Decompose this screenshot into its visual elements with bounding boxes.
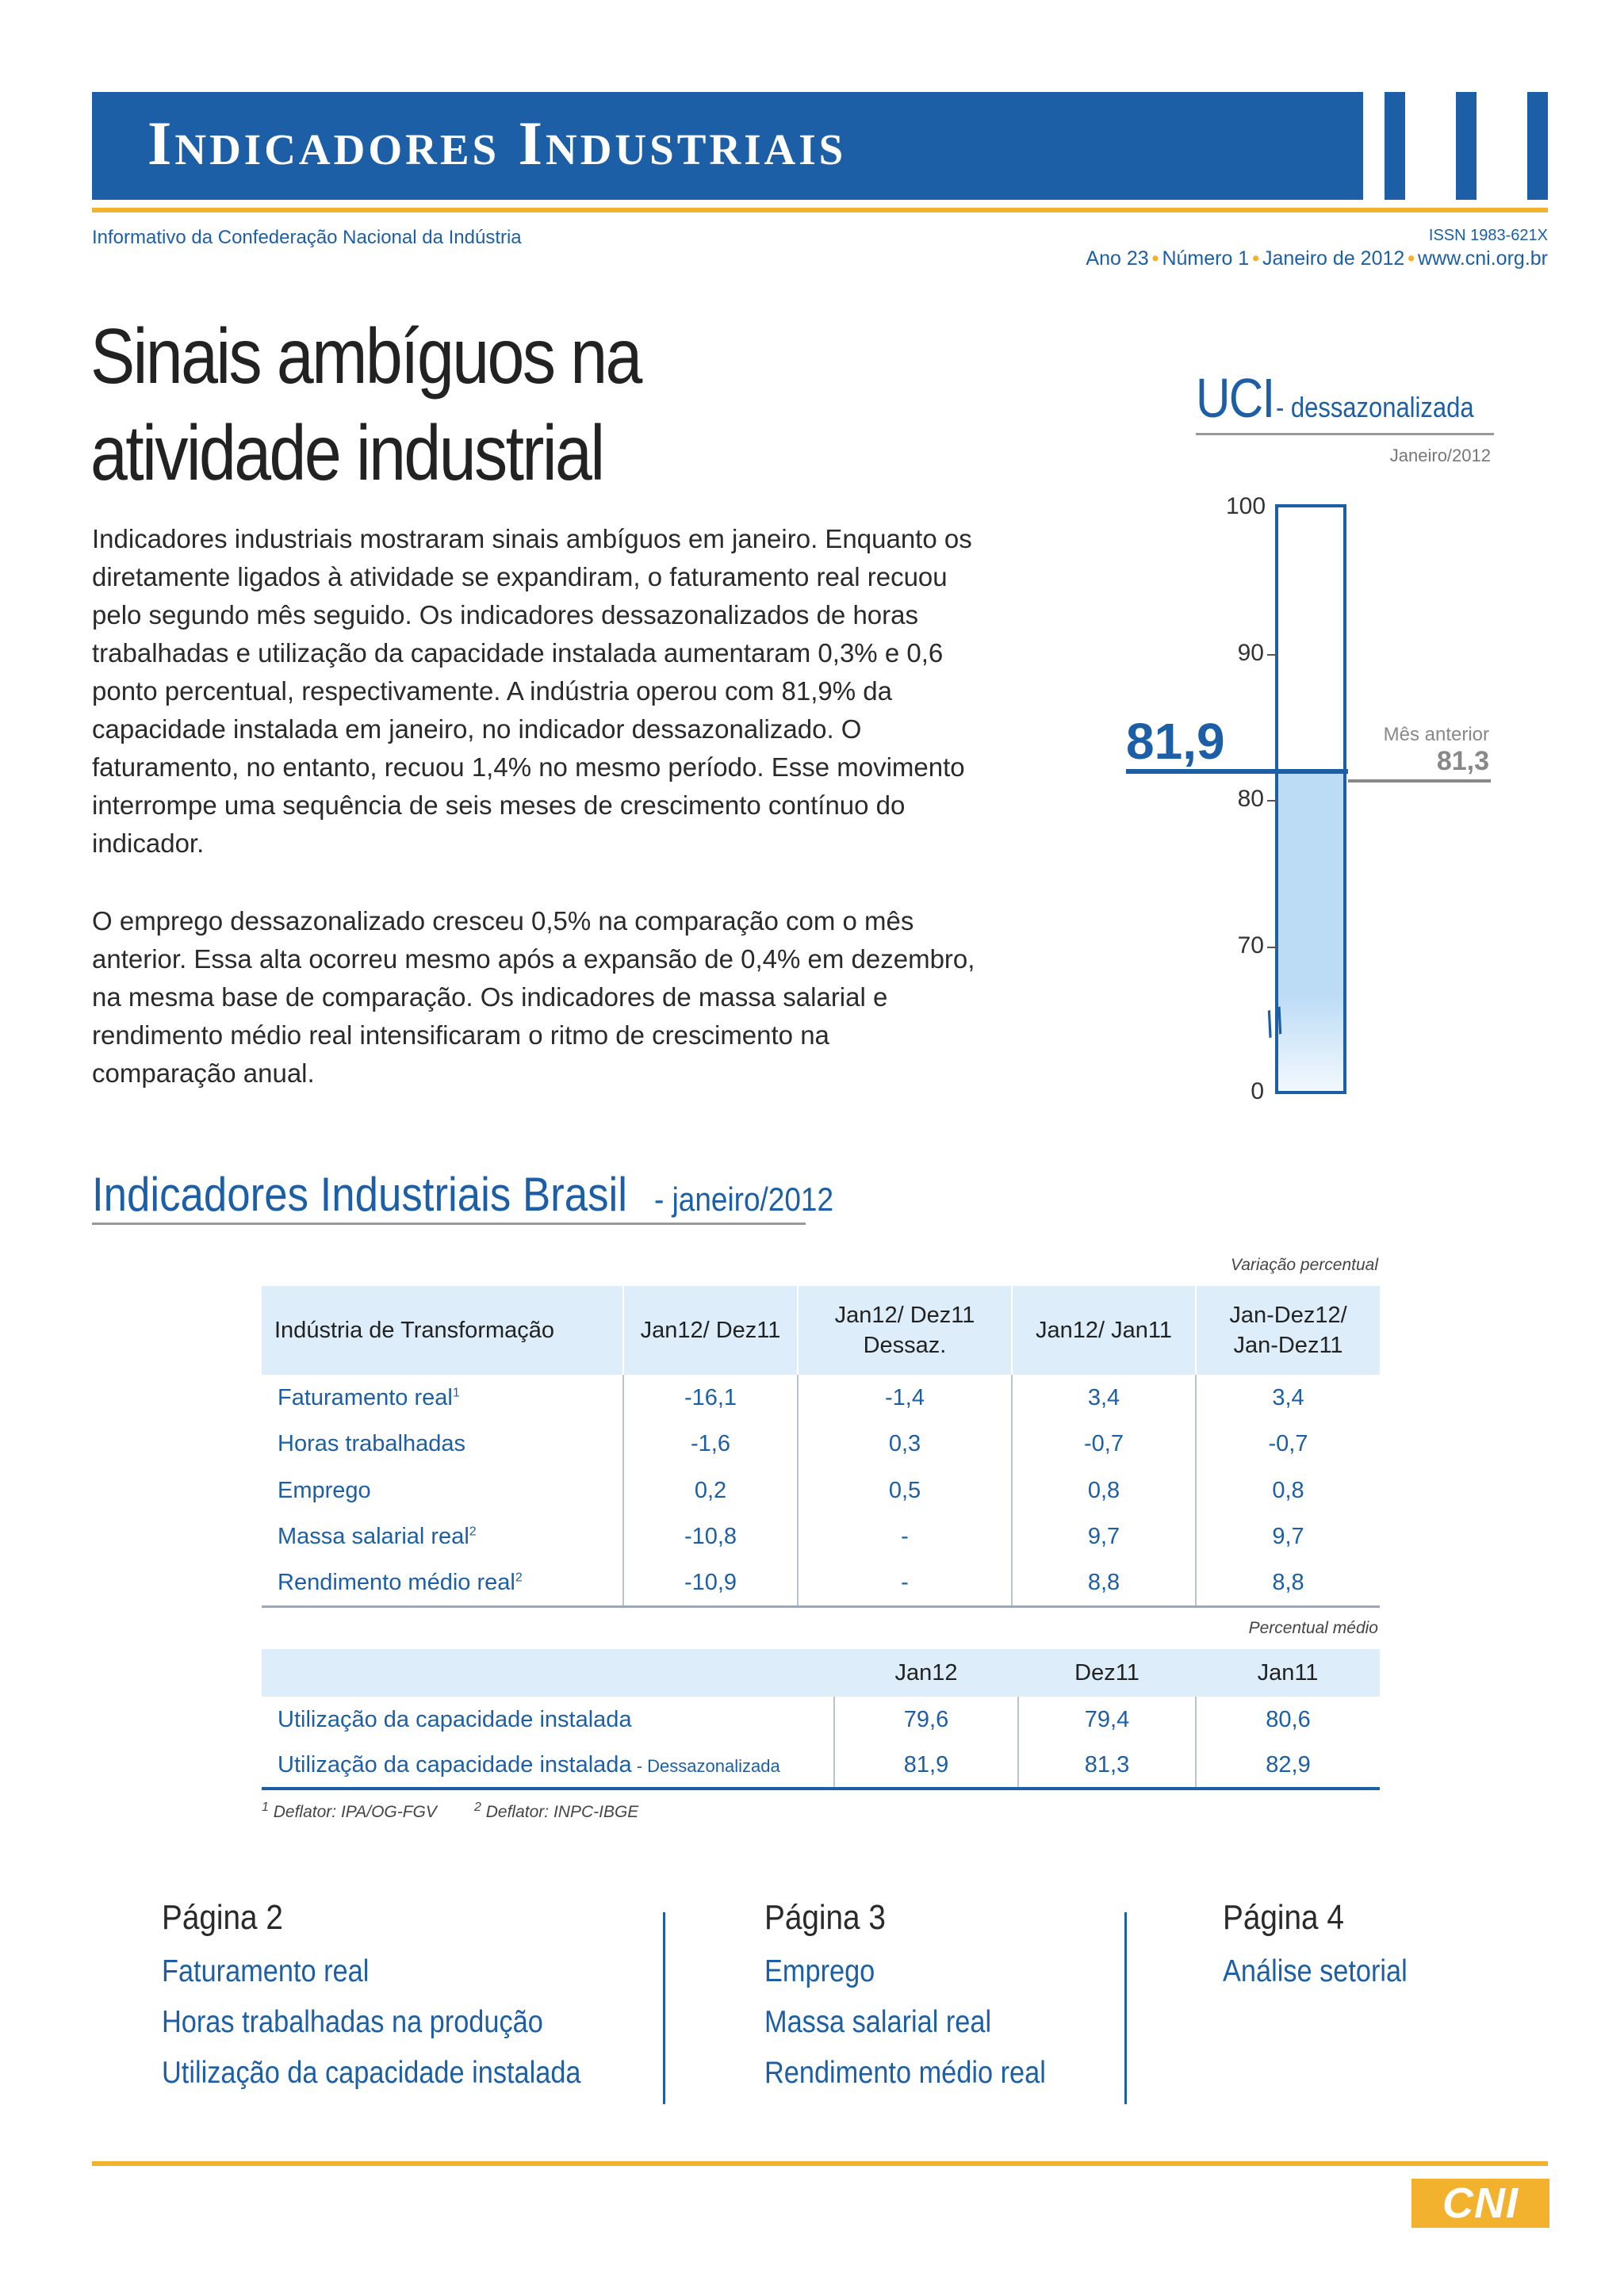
table-cell: 0,3 — [798, 1422, 1012, 1468]
header-bar-1 — [1385, 92, 1405, 200]
nav-link-faturamento[interactable]: Faturamento real — [162, 1954, 370, 1988]
table-cell: - — [798, 1560, 1012, 1607]
header-bar-3 — [1527, 92, 1548, 200]
publication-title: Indicadores Industriais — [147, 109, 847, 178]
headline-line-1: Sinais ambíguos na — [90, 312, 641, 400]
nav-page-heading: Página 4 — [1223, 1898, 1344, 1937]
table-cell: 81,9 — [834, 1743, 1018, 1789]
uci-heading — [1196, 366, 1506, 430]
nav-link-rendimento[interactable]: Rendimento médio real — [764, 2056, 1046, 2090]
uci-title: UCI — [1196, 367, 1274, 429]
nav-separator — [663, 1912, 665, 2104]
table-cell: 80,6 — [1196, 1697, 1380, 1743]
table-header-cell — [1196, 1286, 1380, 1375]
headline-line-2: atividade industrial — [90, 409, 603, 496]
tick-label: 0 — [1251, 1078, 1264, 1104]
footnote-1 — [262, 1800, 437, 1822]
gauge-frame — [1275, 504, 1346, 1094]
bullet: • — [1408, 247, 1415, 270]
nav-page-heading: Página 2 — [162, 1898, 283, 1937]
publication-subtitle: Informativo da Confederação Nacional da Indústria — [92, 227, 522, 248]
nav-link-analise-setorial[interactable]: Análise setorial — [1223, 1954, 1408, 1988]
table-cell: 82,9 — [1196, 1743, 1380, 1789]
table-cell: 8,8 — [1012, 1560, 1196, 1607]
header-line: Jan-Dez12/ — [1229, 1303, 1347, 1328]
table-cell: 9,7 — [1196, 1514, 1380, 1561]
row-label-text: Utilização da capacidade instalada — [278, 1751, 632, 1777]
axis-break-icon: // — [1258, 1001, 1292, 1043]
capacity-table — [262, 1649, 1380, 1790]
cni-logo-text: CNI — [1442, 2179, 1519, 2227]
nav-column-page-4 — [1223, 1898, 1432, 2004]
table-header-row — [262, 1649, 1380, 1697]
tick-label: 90 — [1237, 639, 1264, 666]
header-line: Dessaz. — [863, 1333, 947, 1358]
table-cell: -1,4 — [798, 1375, 1012, 1422]
nav-separator — [1124, 1912, 1127, 2104]
nav-link-emprego[interactable]: Emprego — [764, 1954, 875, 1988]
tick-label: 80 — [1237, 786, 1264, 813]
row-label — [262, 1697, 834, 1743]
header-banner — [92, 92, 1363, 200]
table-header-cell: Jan12/ Jan11 — [1012, 1286, 1196, 1375]
uci-divider — [1196, 433, 1494, 435]
table-cell: 0,8 — [1012, 1468, 1196, 1514]
tick-label: 70 — [1237, 932, 1264, 959]
table-row — [262, 1560, 1380, 1607]
website-link[interactable]: www.cni.org.br — [1418, 247, 1548, 270]
section-title — [92, 1167, 858, 1222]
row-label — [262, 1375, 623, 1422]
table-cell: 81,3 — [1018, 1743, 1196, 1789]
footnote-number: 2 — [474, 1800, 481, 1814]
footnote-number: 1 — [262, 1800, 269, 1814]
table-header-cell — [798, 1286, 1012, 1375]
row-label — [262, 1514, 623, 1561]
section-title-date: - janeiro/2012 — [654, 1181, 834, 1218]
table-cell: 3,4 — [1012, 1375, 1196, 1422]
article-paragraph-1: Indicadores industriais mostraram sinais ambíguos em janeiro. Enquanto os diretamente ligados à atividade se expandiram, o faturamento real recuou pelo segundo mês seguido. Os indicadores dessazonalizados de horas trabalhadas e utilização da capacidade instalada aumentaram 0,3% e 0,6 ponto percentual, respectivamente. A indústria operou com 81,9% da capacidade instalada em janeiro, no indicador dessazonalizado. O faturamento, no entanto, recuou 1,4% no mesmo período. Esse movimento interrompe uma sequência de seis meses de crescimento contínuo do indicador. — [92, 524, 972, 858]
uci-period: Janeiro/2012 — [1389, 446, 1491, 465]
table-cell: 0,2 — [623, 1468, 798, 1514]
table-header-cell — [262, 1649, 834, 1697]
uci-gauge — [1269, 493, 1364, 1104]
table-cell: -0,7 — [1196, 1422, 1380, 1468]
table2-note: Percentual médio — [1248, 1619, 1378, 1637]
nav-link-massa-salarial[interactable]: Massa salarial real — [764, 2005, 992, 2039]
nav-link-utilizacao[interactable]: Utilização da capacidade instalada — [162, 2056, 581, 2090]
nav-column-page-3 — [764, 1898, 1084, 2106]
table-cell: 0,8 — [1196, 1468, 1380, 1514]
table-cell: 3,4 — [1196, 1375, 1380, 1422]
indicators-table — [262, 1286, 1380, 1608]
table-header-cell: Dez11 — [1018, 1649, 1196, 1697]
issn: ISSN 1983-621X — [1428, 227, 1548, 244]
table-cell: 79,4 — [1018, 1697, 1196, 1743]
table-cell: 79,6 — [834, 1697, 1018, 1743]
issue-date: Janeiro de 2012 — [1262, 247, 1405, 270]
table1-note: Variação percentual — [1230, 1256, 1378, 1274]
section-title-main: Indicadores Industriais Brasil — [92, 1168, 627, 1221]
row-label — [262, 1743, 834, 1789]
gauge-fill-bar — [1278, 771, 1343, 1091]
row-label-text: Horas trabalhadas — [278, 1431, 465, 1457]
row-label-text: Utilização da capacidade instalada — [278, 1706, 632, 1732]
table-cell: -10,8 — [623, 1514, 798, 1561]
header-line: Jan12/ Dez11 — [834, 1303, 975, 1328]
previous-value-label: 81,3 — [1436, 746, 1489, 777]
previous-value-line — [1348, 779, 1491, 783]
footnote-marker: 1 — [452, 1386, 460, 1400]
row-label-text: Rendimento médio real — [278, 1570, 515, 1595]
nav-column-page-2 — [162, 1898, 638, 2106]
row-label — [262, 1560, 623, 1607]
header-line: Jan-Dez11 — [1233, 1333, 1343, 1358]
table-header-cell: Jan12 — [834, 1649, 1018, 1697]
cni-logo — [1411, 2179, 1549, 2228]
table-header-cell: Jan11 — [1196, 1649, 1380, 1697]
table-cell: -1,6 — [623, 1422, 798, 1468]
table-cell: -10,9 — [623, 1560, 798, 1607]
footer-divider — [92, 2161, 1548, 2166]
row-label-text: Emprego — [278, 1477, 371, 1503]
table-row — [262, 1422, 1380, 1468]
article-headline — [90, 308, 909, 501]
row-label — [262, 1422, 623, 1468]
table-row — [262, 1375, 1380, 1422]
tick-label: 100 — [1226, 493, 1266, 519]
table-cell: 9,7 — [1012, 1514, 1196, 1561]
table-cell: -0,7 — [1012, 1422, 1196, 1468]
footnote-marker: 2 — [469, 1525, 477, 1539]
row-label-text: Faturamento real — [278, 1384, 453, 1410]
footnote-text: Deflator: INPC-IBGE — [481, 1803, 639, 1821]
issue-year: Ano 23 — [1086, 247, 1149, 270]
footnote-marker: 2 — [515, 1571, 523, 1585]
tick-mark — [1267, 947, 1278, 948]
previous-month-caption: Mês anterior — [1383, 724, 1489, 746]
tick-mark — [1267, 800, 1278, 802]
table-row — [262, 1697, 1380, 1743]
row-label-text: Massa salarial real — [278, 1524, 469, 1550]
nav-page-heading: Página 3 — [764, 1898, 886, 1937]
bullet: • — [1151, 247, 1159, 270]
tick-mark — [1267, 654, 1278, 656]
current-value-label: 81,9 — [1126, 713, 1225, 771]
table-cell: 0,5 — [798, 1468, 1012, 1514]
footnote-2 — [474, 1800, 639, 1822]
table-header-row — [262, 1286, 1380, 1375]
section-divider — [92, 1223, 806, 1225]
table-cell: 8,8 — [1196, 1560, 1380, 1607]
table-header-cell: Jan12/ Dez11 — [623, 1286, 798, 1375]
table-cell: - — [798, 1514, 1012, 1561]
article-paragraph-2: O emprego dessazonalizado cresceu 0,5% na comparação com o mês anterior. Essa alta ocorreu mesmo após a expansão de 0,4% em dezembro, na mesma base de comparação. Os indicadores de massa salarial e rendimento médio real intensificaram o ritmo de crescimento na comparação anual. — [92, 906, 975, 1088]
uci-subtitle: - dessazonalizada — [1275, 391, 1474, 423]
bullet: • — [1252, 247, 1259, 270]
table-cell: -16,1 — [623, 1375, 798, 1422]
row-label-suffix: - Dessazonalizada — [631, 1755, 780, 1776]
row-label — [262, 1468, 623, 1514]
issue-info — [1086, 247, 1548, 270]
table-row — [262, 1468, 1380, 1514]
header-bar-2 — [1456, 92, 1477, 200]
header-divider — [92, 208, 1548, 212]
nav-link-horas[interactable]: Horas trabalhadas na produção — [162, 2005, 543, 2039]
table-row — [262, 1743, 1380, 1789]
table-row — [262, 1514, 1380, 1561]
table-header-cell: Indústria de Transformação — [262, 1286, 623, 1375]
footnote-text: Deflator: IPA/OG-FGV — [268, 1803, 437, 1821]
issue-number: Número 1 — [1162, 247, 1250, 270]
